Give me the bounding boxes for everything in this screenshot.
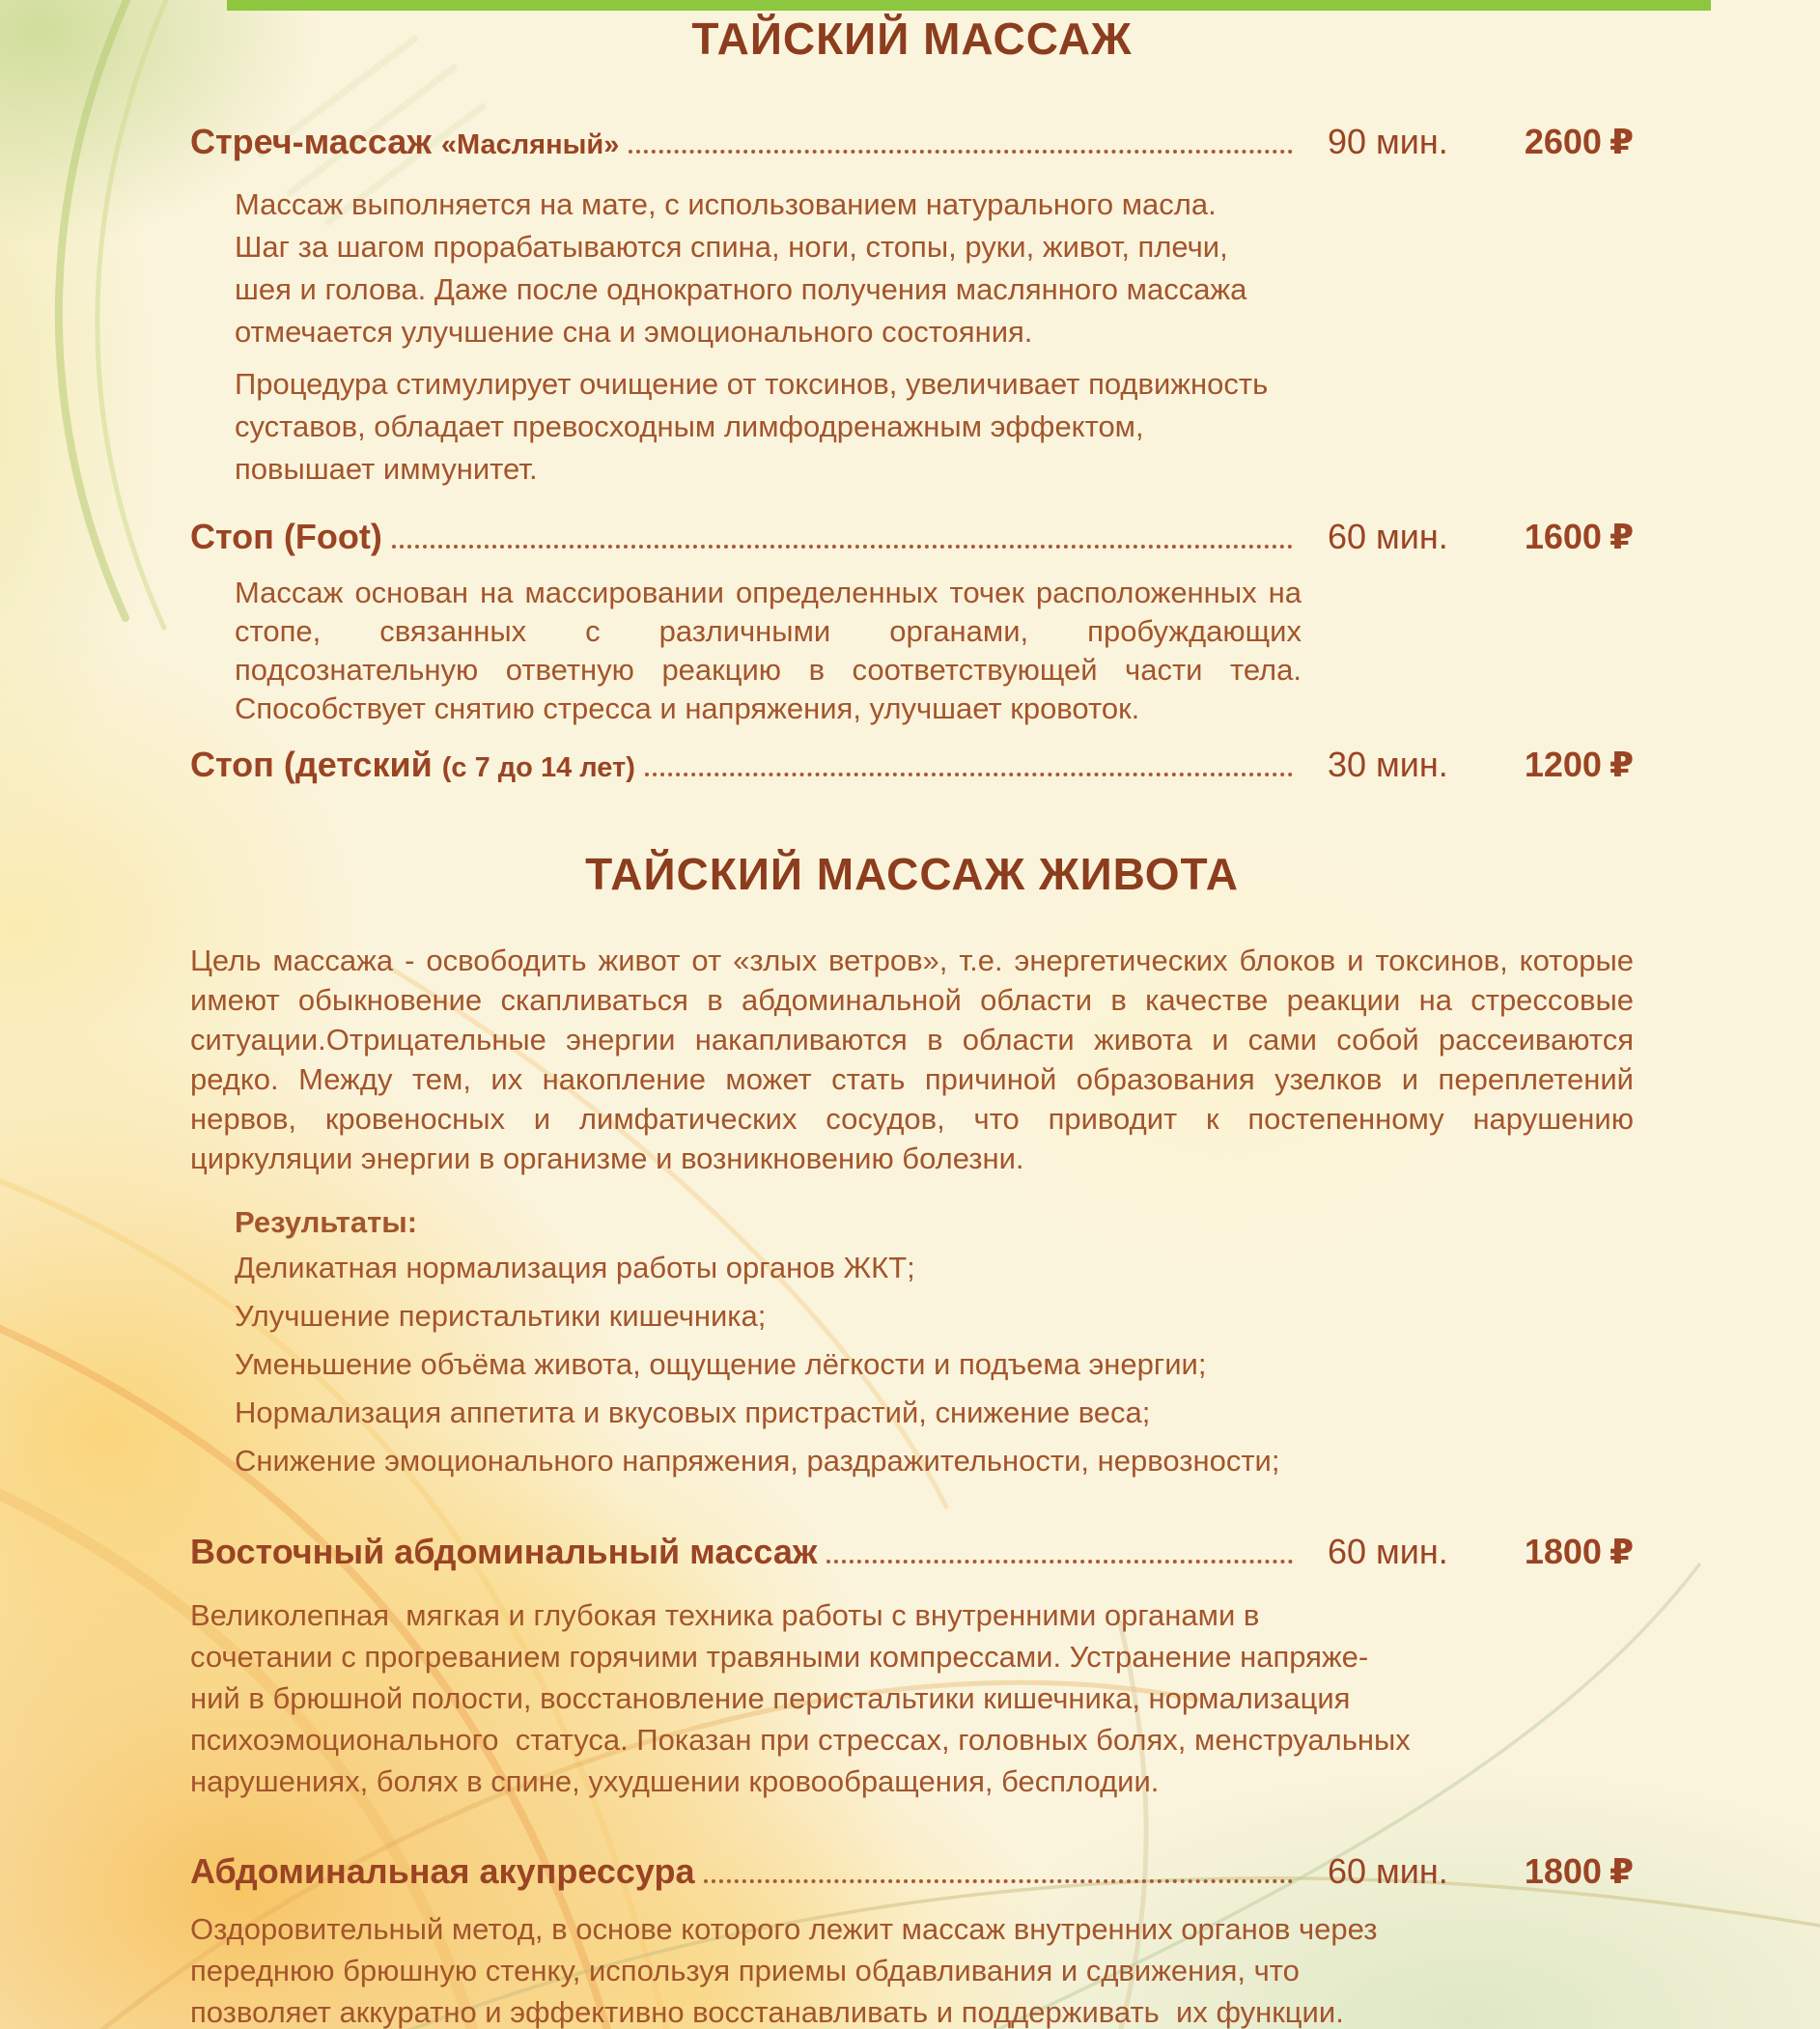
text-line: стопе, связанных с различными органами, пробуждающих: [235, 614, 1302, 648]
menu-section: [190, 14, 1634, 789]
text-line: Шаг за шагом прорабатываются спина, ноги, стопы, руки, живот, плечи,: [235, 230, 1228, 264]
price-amount: 1800: [1524, 1851, 1602, 1891]
text-line: отмечается улучшение сна и эмоционального состояния.: [235, 315, 1033, 349]
menu-item-name-text: Стреч-массаж: [190, 122, 432, 161]
dotted-leader: [704, 1879, 1293, 1883]
text-line: психоэмоционального статуса. Показан при стрессах, головных болях, менструальных: [190, 1723, 1411, 1757]
dotted-leader: [826, 1560, 1293, 1564]
price-value: [1487, 1850, 1634, 1893]
text-line: подсознательную ответную реакцию в соответствующей части тела.: [235, 653, 1302, 687]
text-line: переднюю брюшную стенку, используя приемы обдавливания и сдвижения, что: [190, 1954, 1300, 1987]
text-line: ний в брюшной полости, восстановление перистальтики кишечника, нормализация: [190, 1681, 1351, 1715]
menu-item-description: [235, 183, 1634, 353]
text-line: редко. Между тем, их накопление может стать причиной образования узелков и переплетений: [190, 1062, 1634, 1096]
duration-value: 60 мин.: [1328, 517, 1448, 556]
currency-symbol: ₽: [1609, 517, 1634, 556]
text-line: имеют обыкновение скапливаться в абдоминальной области в качестве реакции на стрессовые: [190, 983, 1634, 1017]
text-line: Массаж основан на массировании определенных точек расположенных на: [235, 576, 1302, 609]
price-amount: 1200: [1524, 745, 1602, 784]
menu-item-name-note: «Масляный»: [440, 129, 620, 160]
menu-item-row: [190, 1850, 1634, 1893]
currency-symbol: ₽: [1609, 1851, 1634, 1891]
text-line: Процедура стимулирует очищение от токсинов, увеличивает подвижность: [235, 367, 1269, 401]
menu-item-name-text: Абдоминальная акупрессура: [190, 1851, 695, 1891]
duration-value: 60 мин.: [1328, 1532, 1448, 1571]
result-item: Уменьшение объёма живота, ощущение лёгкости и подъема энергии;: [235, 1347, 1207, 1381]
section-title: ТАЙСКИЙ МАССАЖ: [691, 14, 1133, 64]
text-line: нарушениях, болях в спине, ухудшении кровообращения, бесплодии.: [190, 1764, 1160, 1798]
text-line: циркуляции энергии в организме и возникновению болезни.: [190, 1141, 1024, 1175]
menu-item-name-text: Стоп (Foot): [190, 517, 382, 556]
price-value: [1487, 744, 1634, 786]
text-line: шея и голова. Даже после однократного получения маслянного массажа: [235, 272, 1247, 306]
top-accent-bar: [227, 0, 1711, 11]
menu-content: [0, 14, 1820, 2029]
menu-item-description: [190, 1908, 1634, 2029]
text-line: Цель массажа - освободить живот от «злых ветров», т.е. энергетических блоков и токсинов, которые: [190, 944, 1634, 977]
menu-item-row: [190, 516, 1634, 558]
menu-item-description: [190, 1594, 1634, 1802]
section-title: ТАЙСКИЙ МАССАЖ ЖИВОТА: [585, 849, 1239, 899]
price-value: [1487, 1531, 1634, 1573]
text-line: Способствует снятию стресса и напряжения, улучшает кровоток.: [235, 691, 1140, 725]
menu-item-row: [190, 744, 1634, 789]
result-item: Нормализация аппетита и вкусовых пристрастий, снижение веса;: [235, 1395, 1151, 1429]
currency-symbol: ₽: [1609, 122, 1634, 161]
menu-item-description: [235, 574, 1302, 728]
duration-value: 90 мин.: [1328, 122, 1448, 161]
menu-item-name: [190, 744, 635, 789]
currency-symbol: ₽: [1609, 1532, 1634, 1571]
text-line: Оздоровительный метод, в основе которого лежит массаж внутренних органов через: [190, 1912, 1378, 1946]
text-line: сочетании с прогреванием горячими травяными компрессами. Устранение напряже-: [190, 1640, 1369, 1674]
price-value: [1487, 121, 1634, 163]
section-intro: [190, 941, 1634, 1178]
result-item: Улучшение перистальтики кишечника;: [235, 1299, 767, 1333]
menu-item-name-note: (с 7 до 14 лет): [441, 752, 635, 783]
text-line: Великолепная мягкая и глубокая техника работы с внутренними органами в: [190, 1598, 1260, 1632]
dotted-leader: [645, 773, 1293, 776]
price-amount: 1800: [1524, 1532, 1602, 1571]
menu-section: [190, 849, 1634, 2029]
text-line: позволяет аккуратно и эффективно восстанавливать и поддерживать их функции.: [190, 1995, 1344, 2029]
menu-item-name-text: Стоп (детский: [190, 745, 433, 784]
text-line: суставов, обладает превосходным лимфодренажным эффектом,: [235, 409, 1144, 443]
dotted-leader: [629, 150, 1293, 154]
dotted-leader: [392, 545, 1293, 549]
menu-item-row: [190, 1531, 1634, 1573]
result-item: Снижение эмоционального напряжения, раздражительности, нервозности;: [235, 1444, 1280, 1478]
price-value: [1487, 516, 1634, 558]
menu-item-name: [190, 516, 382, 558]
text-line: повышает иммунитет.: [235, 452, 538, 486]
menu-item-description: [235, 363, 1634, 491]
result-item: Деликатная нормализация работы органов ЖКТ;: [235, 1251, 915, 1284]
menu-item-name: [190, 1531, 817, 1573]
price-amount: 2600: [1524, 122, 1602, 161]
text-line: ситуации.Отрицательные энергии накапливаются в области живота и сами собой рассеиваются: [190, 1023, 1634, 1057]
menu-item-name-text: Восточный абдоминальный массаж: [190, 1532, 818, 1571]
text-line: нервов, кровеносных и лимфатических сосудов, что приводит к постепенному нарушению: [190, 1102, 1634, 1136]
text-line: Массаж выполняется на мате, с использованием натурального масла.: [235, 187, 1217, 221]
results-heading: Результаты:: [235, 1205, 418, 1239]
price-amount: 1600: [1524, 517, 1602, 556]
duration-value: 30 мин.: [1328, 745, 1448, 784]
duration-value: 60 мин.: [1328, 1851, 1448, 1891]
menu-item-row: [190, 121, 1634, 166]
results-list: [235, 1252, 1634, 1477]
menu-item-name: [190, 1850, 694, 1893]
menu-item-name: [190, 121, 619, 166]
currency-symbol: ₽: [1609, 745, 1634, 784]
